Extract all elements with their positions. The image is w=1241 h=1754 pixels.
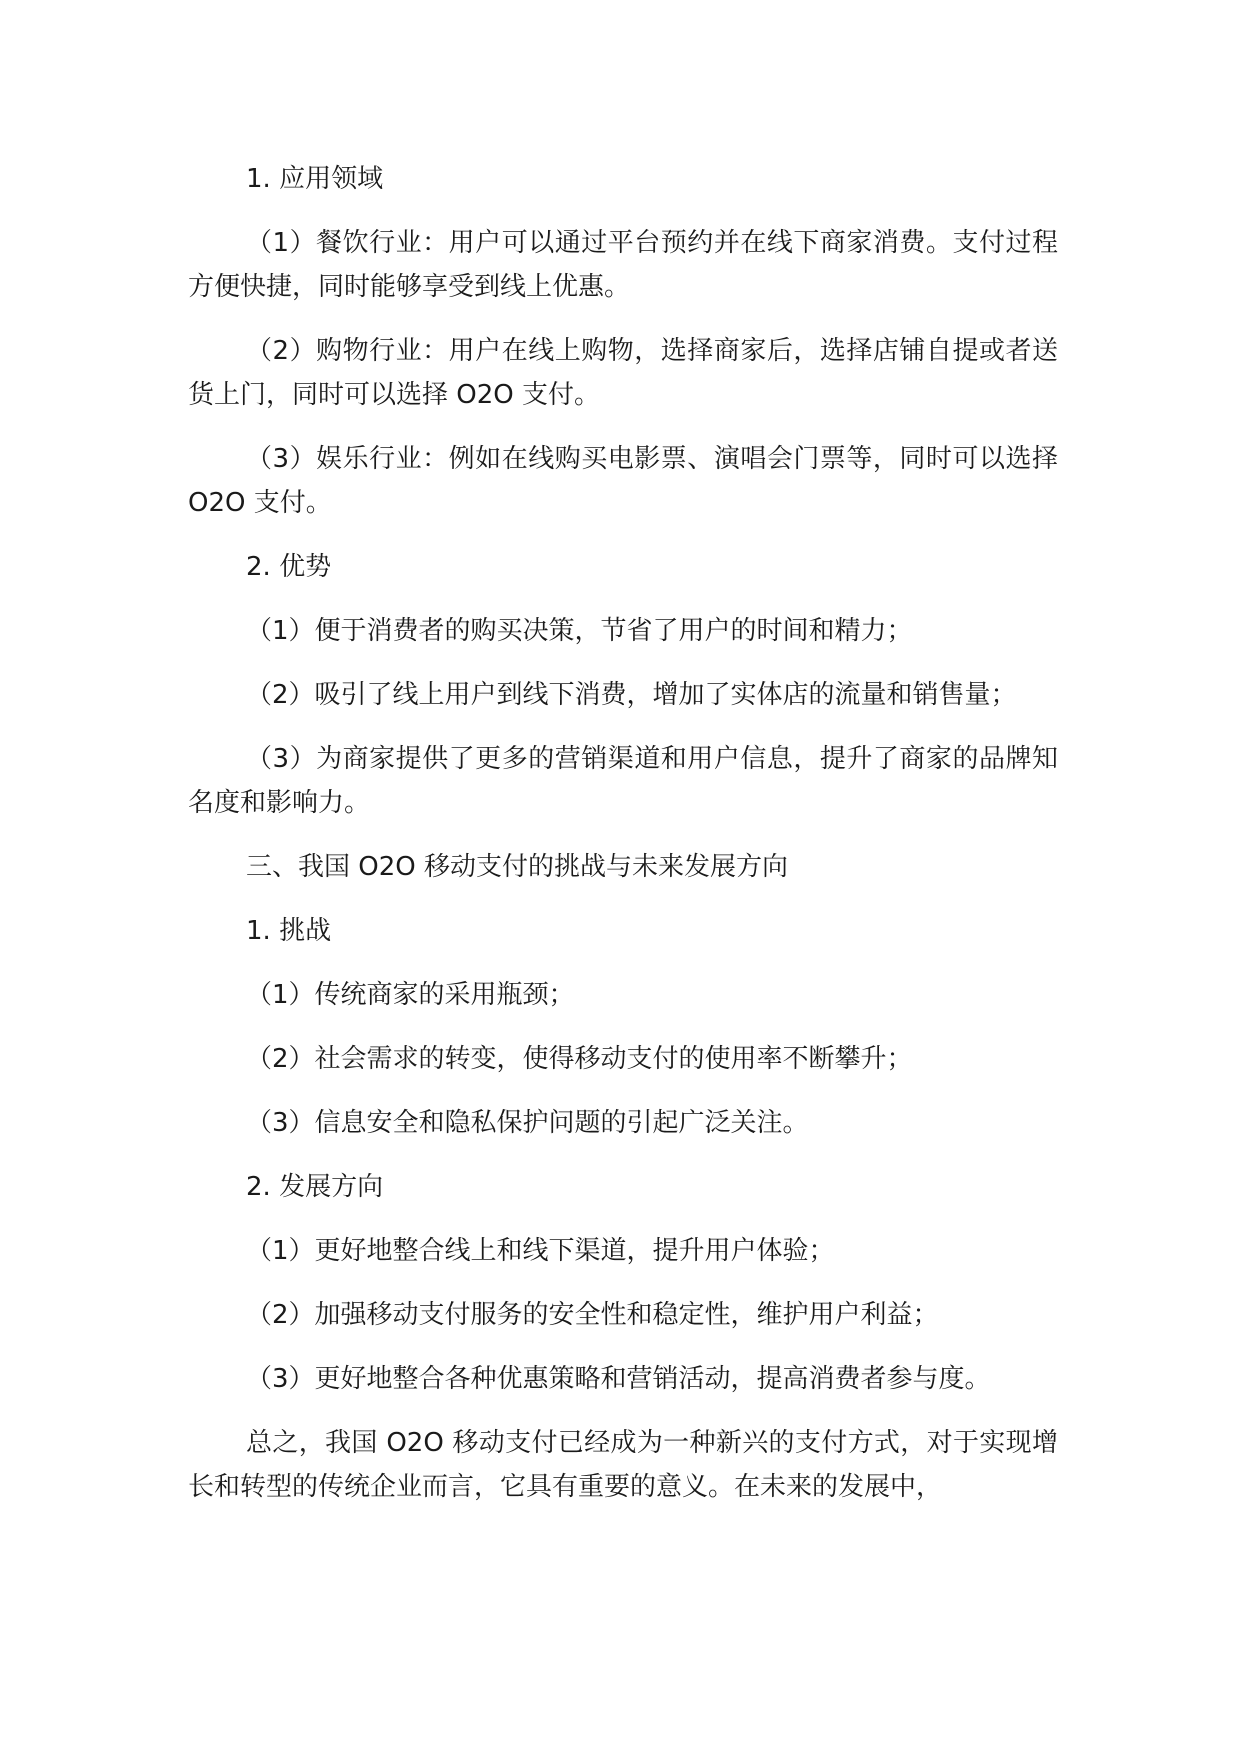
paragraph-advantage-2: （2）吸引了线上用户到线下消费，增加了实体店的流量和销售量；	[246, 680, 1017, 710]
paragraph-conclusion: 总之，我国 O2O 移动支付已经成为一种新兴的支付方式，对于实现增长和转型的传统企业而言，它具有重要的意义。在未来的发展中，	[188, 1428, 1058, 1502]
paragraph-challenge-1: （1）传统商家的采用瓶颈；	[246, 980, 575, 1010]
paragraph-direction-3: （3）更好地整合各种优惠策略和营销活动，提高消费者参与度。	[246, 1364, 991, 1394]
section-heading-advantages: 2. 优势	[246, 552, 332, 582]
document-body	[188, 157, 1058, 1529]
paragraph-challenge-3: （3）信息安全和隐私保护问题的引起广泛关注。	[246, 1108, 809, 1138]
paragraph-direction-1: （1）更好地整合线上和线下渠道，提升用户体验；	[246, 1236, 835, 1266]
section-heading-directions: 2. 发展方向	[246, 1172, 384, 1202]
paragraph-catering: （1）餐饮行业：用户可以通过平台预约并在线下商家消费。支付过程方便快捷，同时能够享受到线上优惠。	[188, 228, 1058, 302]
paragraph-direction-2: （2）加强移动支付服务的安全性和稳定性，维护用户利益；	[246, 1300, 939, 1330]
section-heading-applications: 1. 应用领域	[246, 164, 384, 194]
paragraph-shopping: （2）购物行业：用户在线上购物，选择商家后，选择店铺自提或者送货上门，同时可以选择 O2O 支付。	[188, 336, 1058, 410]
paragraph-advantage-1: （1）便于消费者的购买决策，节省了用户的时间和精力；	[246, 616, 913, 646]
chapter-heading-challenges-future: 三、我国 O2O 移动支付的挑战与未来发展方向	[246, 852, 789, 882]
paragraph-entertainment: （3）娱乐行业：例如在线购买电影票、演唱会门票等，同时可以选择 O2O 支付。	[188, 444, 1058, 518]
section-heading-challenges: 1. 挑战	[246, 916, 332, 946]
paragraph-advantage-3: （3）为商家提供了更多的营销渠道和用户信息，提升了商家的品牌知名度和影响力。	[188, 744, 1058, 818]
paragraph-challenge-2: （2）社会需求的转变，使得移动支付的使用率不断攀升；	[246, 1044, 913, 1074]
